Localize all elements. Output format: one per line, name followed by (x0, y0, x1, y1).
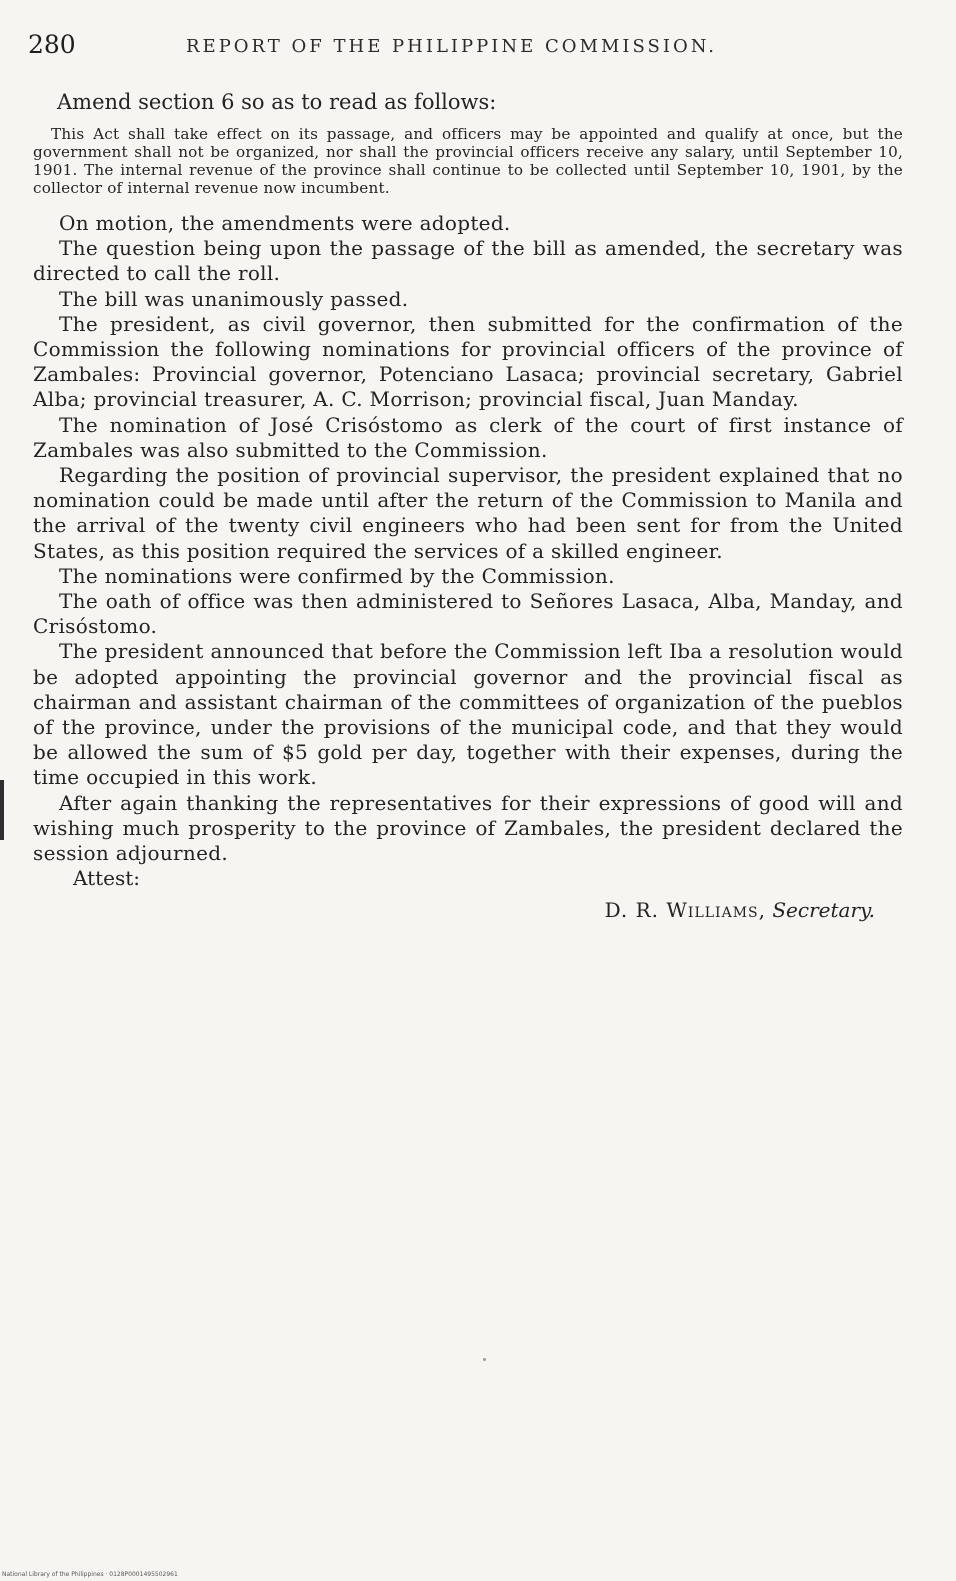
scan-speck (483, 1358, 486, 1361)
paragraph: The president announced that before the Commission left Iba a resolution would be adopted appointing the provincial governor and the provincial fiscal as chairman and assistant chairman of the committees of organization of the pueblos of the province, under the provisions of the municipal code, and that they would be allowed the sum of $5 gold per day, together with their expenses, during the time occupied in this work. (33, 639, 903, 790)
amendment-quote: This Act shall take effect on its passage, and officers may be appointed and qualify at once, but the government shall not be organized, nor shall the provincial officers receive any salary, until September 10, 1901. The internal revenue of the province shall continue to be collected until September 10, 1901, by the collector of internal revenue now incumbent. (33, 125, 903, 197)
running-head: REPORT OF THE PHILIPPINE COMMISSION. (186, 36, 718, 57)
paragraph: The nomination of José Crisóstomo as clerk of the court of first instance of Zambales was also submitted to the Commission. (33, 412, 903, 462)
attest-line: Attest: (73, 866, 141, 891)
scan-footer: National Library of the Philippines · 0128P0001495502961 (2, 1571, 178, 1578)
signatory-name: D. R. Williams, (604, 898, 766, 923)
paragraph: The bill was unanimously passed. (59, 286, 409, 311)
paragraph: Regarding the position of provincial supervisor, the president explained that no nomination could be made until after the return of the Commission to Manila and the arrival of the twenty civil engineers who had been sent for from the United States, as this position required the services of a skilled engineer. (33, 463, 903, 563)
paragraph: After again thanking the representatives for their expressions of good will and wishing much prosperity to the province of Zambales, the president declared the session adjourned. (33, 790, 903, 866)
signatory-title: Secretary. (772, 898, 875, 923)
signature (33, 897, 875, 923)
amendment-intro: Amend section 6 so as to read as follows: (57, 90, 497, 114)
scan-edge-mark (0, 780, 4, 840)
paragraph: The nominations were confirmed by the Commission. (59, 563, 615, 588)
page-number: 280 (28, 30, 76, 59)
page-header (28, 30, 908, 64)
paragraph: The oath of office was then administered to Señores Lasaca, Alba, Manday, and Crisóstomo. (33, 589, 903, 639)
body-text (33, 88, 903, 923)
paragraph: The question being upon the passage of the bill as amended, the secretary was directed to call the roll. (33, 236, 903, 286)
paragraph: On motion, the amendments were adopted. (59, 211, 511, 235)
paragraph: The president, as civil governor, then submitted for the confirmation of the Commission the following nominations for provincial officers of the province of Zambales: Provincial governor, Potenciano Lasaca; provincial secretary, Gabriel Alba; provincial treasurer, A. C. Morrison; provincial fiscal, Juan Manday. (33, 311, 903, 412)
